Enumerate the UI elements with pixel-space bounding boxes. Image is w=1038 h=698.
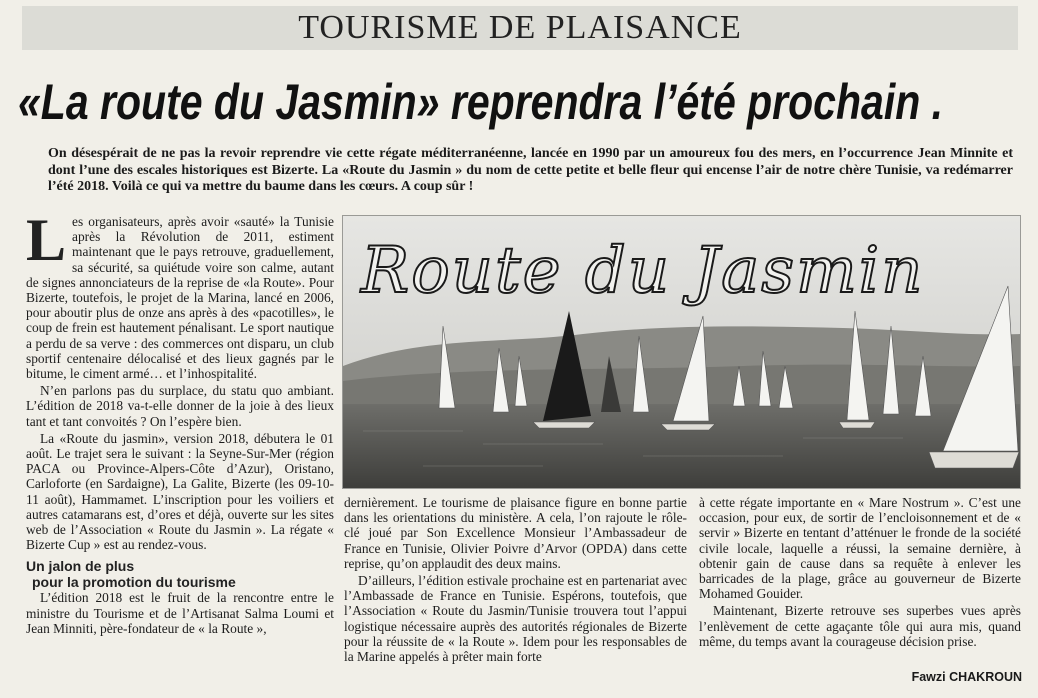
column-3-paragraph-1: à cette régate importante en « Mare Nostrum ». C’est une occasion, pour eux, de sortir de l’encloisonnement et de « servir » Bizerte en tentant d’atténuer le fronde de la société civile locale, laquelle a réussi, la semaine dernière, à obtenir gain de cause dans sa requête à enlever les barricades de la plage, grâce au gouverneur de Bizerte Mohamed Gouider.: [699, 495, 1021, 602]
photo-overlay-title: Route du Jasmin: [361, 234, 925, 308]
column-2-paragraph-1: dernièrement. Le tourisme de plaisance figure en bonne partie dans les orientations du ministère. A cela, l’on rajoute le rôle-clé joué par Son Excellence Monsieur l’Ambassadeur de France en Tunisie, Olivier Poivre d’Arvor (OPDA) dans cette reprise, qu’on applaudit des deux mains.: [344, 495, 687, 571]
subheading: [26, 558, 334, 590]
column-1-paragraph-2: N’en parlons pas du surplace, du statu quo ambiant. L’édition de 2018 va-t-elle donner de la joie à des lieux tant et tant convoités ? On l’espère bien.: [26, 383, 334, 429]
column-2-paragraph-2: D’ailleurs, l’édition estivale prochaine est en partenariat avec l’Ambassade de France en Tunisie. Espérons, toutefois, que l’Association « Route du Jasmin/Tunisie trouvera tout l’appui logistique nécessaire auprès des autorités régionales de Bizerte pour la réussite de « la Route ». Idem pour les responsables de la Marine appelés à prêter main forte: [344, 573, 687, 665]
subheading-line-2: pour la promotion du tourisme: [32, 574, 236, 591]
drop-cap: L: [26, 207, 67, 273]
author-signature: Fawzi CHAKROUN: [911, 670, 1022, 684]
column-3: [699, 495, 1021, 665]
column-2: [344, 495, 687, 695]
column-1-paragraph-1: [26, 207, 334, 382]
column-1-paragraph-3: La «Route du jasmin», version 2018, débutera le 01 août. Le trajet sera le suivant : la Seyne-Sur-Mer (région PACA ou Province-Alpers-Côte d’Azur), Oristano, Carloforte (en Sardaigne), La Galite, Bizerte (les 09-10-11 août), Hammamet. L’inscription pour les voiliers et autres catamarans est, d’ores et déjà, ouverte sur les sites web de l’Association « Route du Jasmin ». La régate « Bizerte Cup » est au rendez-vous.: [26, 430, 334, 553]
article-headline: «La route du Jasmin» reprendra l’été prochain .: [18, 74, 944, 130]
column-1-paragraph-4: L’édition 2018 est le fruit de la rencontre entre le ministre du Tourisme et de l’Artisanat Salma Loumi et Jean Minniti, père-fondateur de « la Route »,: [26, 590, 334, 636]
column-1: [26, 207, 334, 694]
column-1-paragraph-1-text: es organisateurs, après avoir «sauté» la Tunisie après la Révolution de 2011, estiment maintenant que le pays retrouve, graduellement, sa sécurité, sa quiétude voire son calme, autant de signes annonciateurs de la reprise de «la Route». Pour Bizerte, toutefois, le projet de la Marina, lancé en 2006, pour aboutir plus de onze ans après à des «pacotilles», le coup de frein est hautement pénalisant. Le sport nautique a perdu de sa verve : des commerces ont disparu, un club sportif centenaire délocalisé et des lieux gagnés par le bitume, le ciment armé… et l’inhospitalité.: [26, 214, 334, 382]
subheading-line-1: Un jalon de plus: [26, 558, 135, 575]
regatta-photo: [342, 215, 1021, 489]
article-lead: On désespérait de ne pas la revoir reprendre vie cette régate méditerranéenne, lancée en 1990 par un amoureux fou des mers, en l’occurrence Jean Minnite et dont l’une des escales historiques est Bizerte. La «Route du Jasmin » du nom de cette petite et belle fleur qui encense l’air de notre chère Tunisie, va redémarrer l’été 2018. Voilà ce qui va mettre du baume dans les cœurs. A coup sûr !: [48, 146, 1013, 194]
column-3-paragraph-2: Maintenant, Bizerte retrouve ses superbes vues après l’enlèvement de cette agaçante tôle qui aura mis, quand même, du temps avant la courageuse décision prise.: [699, 603, 1021, 649]
section-rubric: TOURISME DE PLAISANCE: [22, 6, 1018, 50]
